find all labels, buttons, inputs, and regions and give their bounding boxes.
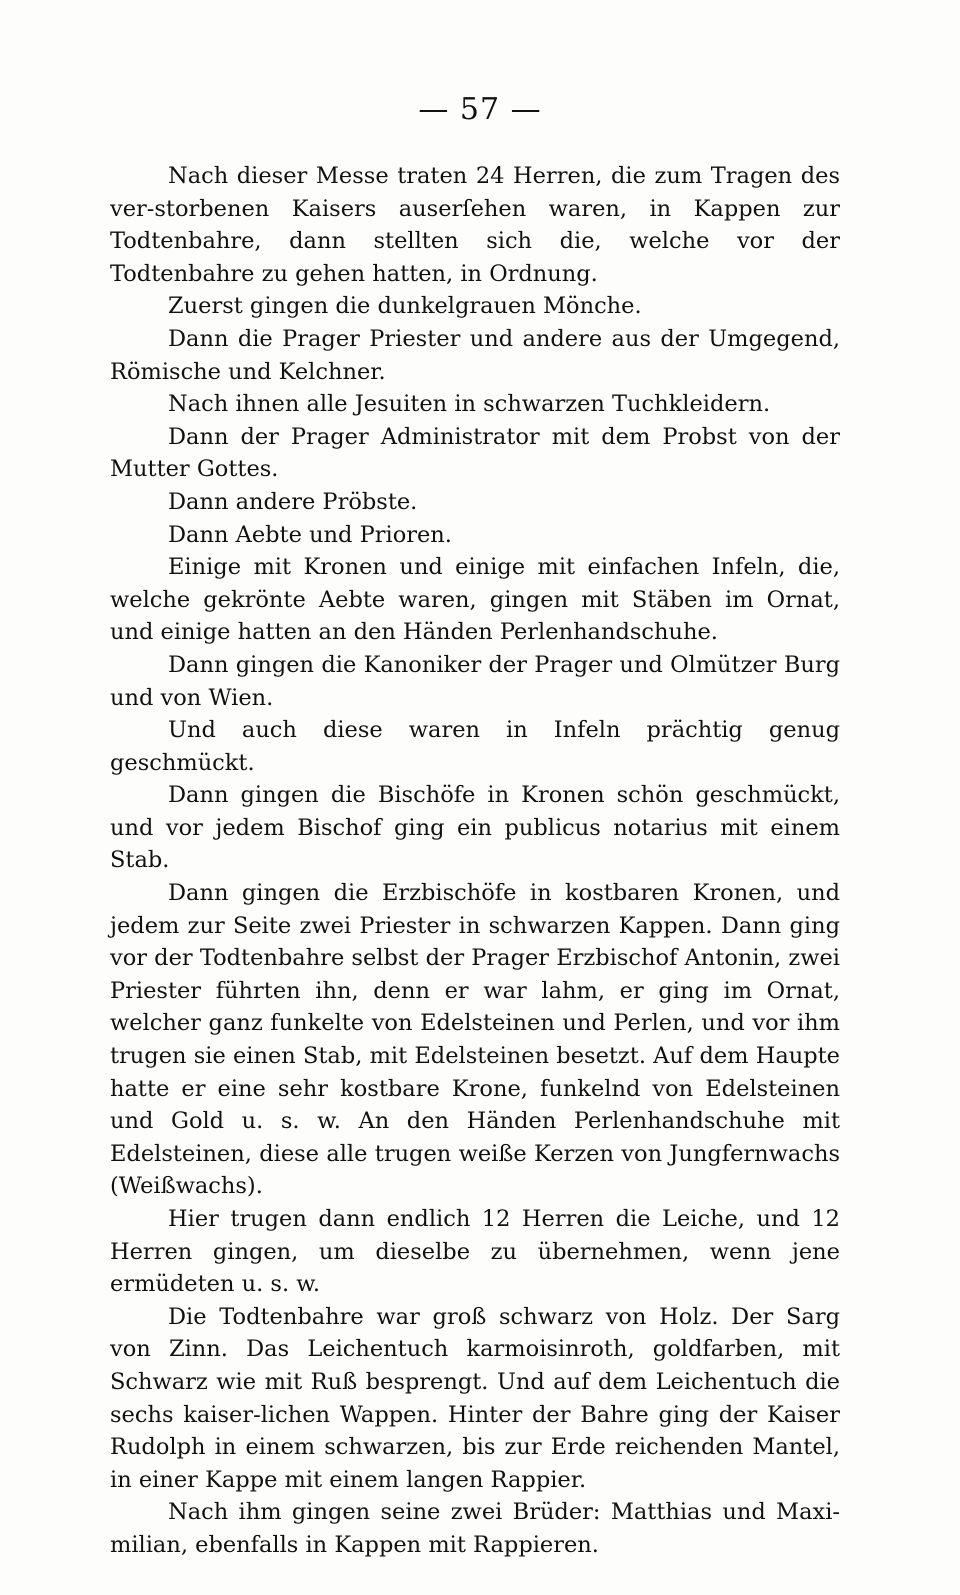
paragraph: Und auch diese waren in Infeln prächtig genug geschmückt. bbox=[110, 717, 840, 776]
paragraph: Dann gingen die Erzbischöfe in kostbaren Kronen, und jedem zur Seite zwei Priester in schwarzen Kappen. Dann ging vor der Todtenbahre selbst der Prager Erzbischof Antonin, zwei Priester führten ihn, denn er war lahm, er ging im Ornat, welcher ganz funkelte von Edelsteinen und Perlen, und vor ihm trugen sie einen Stab, mit Edelsteinen besetzt. Auf dem Haupte hatte er eine sehr kostbare Krone, funkelnd von Edelsteinen und Gold u. s. w. An den Händen Perlenhandschuhe mit Edelsteinen, diese alle trugen weiße Kerzen von Jungfernwachs (Weißwachs). bbox=[110, 880, 840, 1200]
body-text bbox=[110, 160, 840, 1562]
paragraph: Nach dieser Messe traten 24 Herren, die zum Tragen des ver-storbenen Kaisers auserſehen waren, in Kappen zur Todtenbahre, dann stellten sich die, welche vor der Todtenbahre zu gehen hatten, in Ordnung. bbox=[110, 163, 840, 287]
paragraph: Nach ihnen alle Jesuiten in schwarzen Tuchkleidern. bbox=[168, 391, 771, 418]
page-number: — 57 — bbox=[418, 92, 542, 127]
paragraph: Hier trugen dann endlich 12 Herren die Leiche, und 12 Herren gingen, um dieselbe zu übernehmen, wenn jene ermüdeten u. s. w. bbox=[110, 1206, 840, 1298]
paragraph: Dann gingen die Bischöfe in Kronen schön geschmückt, und vor jedem Bischof ging ein publicus notarius mit einem Stab. bbox=[110, 782, 840, 874]
paragraph: Zuerst gingen die dunkelgrauen Mönche. bbox=[168, 293, 642, 320]
paragraph: Dann die Prager Priester und andere aus der Umgegend, Römische und Kelchner. bbox=[110, 325, 840, 385]
paragraph: Dann andere Pröbste. bbox=[168, 488, 418, 515]
paragraph: Dann gingen die Kanoniker der Prager und Olmützer Burg und von Wien. bbox=[110, 651, 840, 711]
paragraph: Dann der Prager Administrator mit dem Probst von der Mutter Gottes. bbox=[110, 423, 840, 483]
paragraph: Einige mit Kronen und einige mit einfachen Infeln, die, welche gekrönte Aebte waren, gingen mit Stäben im Ornat, und einige hatten an den Händen Perlenhandschuhe. bbox=[110, 554, 840, 646]
paragraph: Dann Aebte und Prioren. bbox=[168, 521, 452, 548]
paragraph: Nach ihm gingen seine zwei Brüder: Matthias und Maxi-milian, ebenfalls in Kappen mit Rappieren. bbox=[110, 1499, 840, 1558]
paragraph: Die Todtenbahre war groß schwarz von Holz. Der Sarg von Zinn. Das Leichentuch karmoisinroth, goldfarben, mit Schwarz wie mit Ruß besprengt. Und auf dem Leichentuch die sechs kaiser-lichen Wappen. Hinter der Bahre ging der Kaiser Rudolph in einem schwarzen, bis zur Erde reichenden Mantel, in einer Kappe mit einem langen Rappier. bbox=[110, 1303, 840, 1493]
